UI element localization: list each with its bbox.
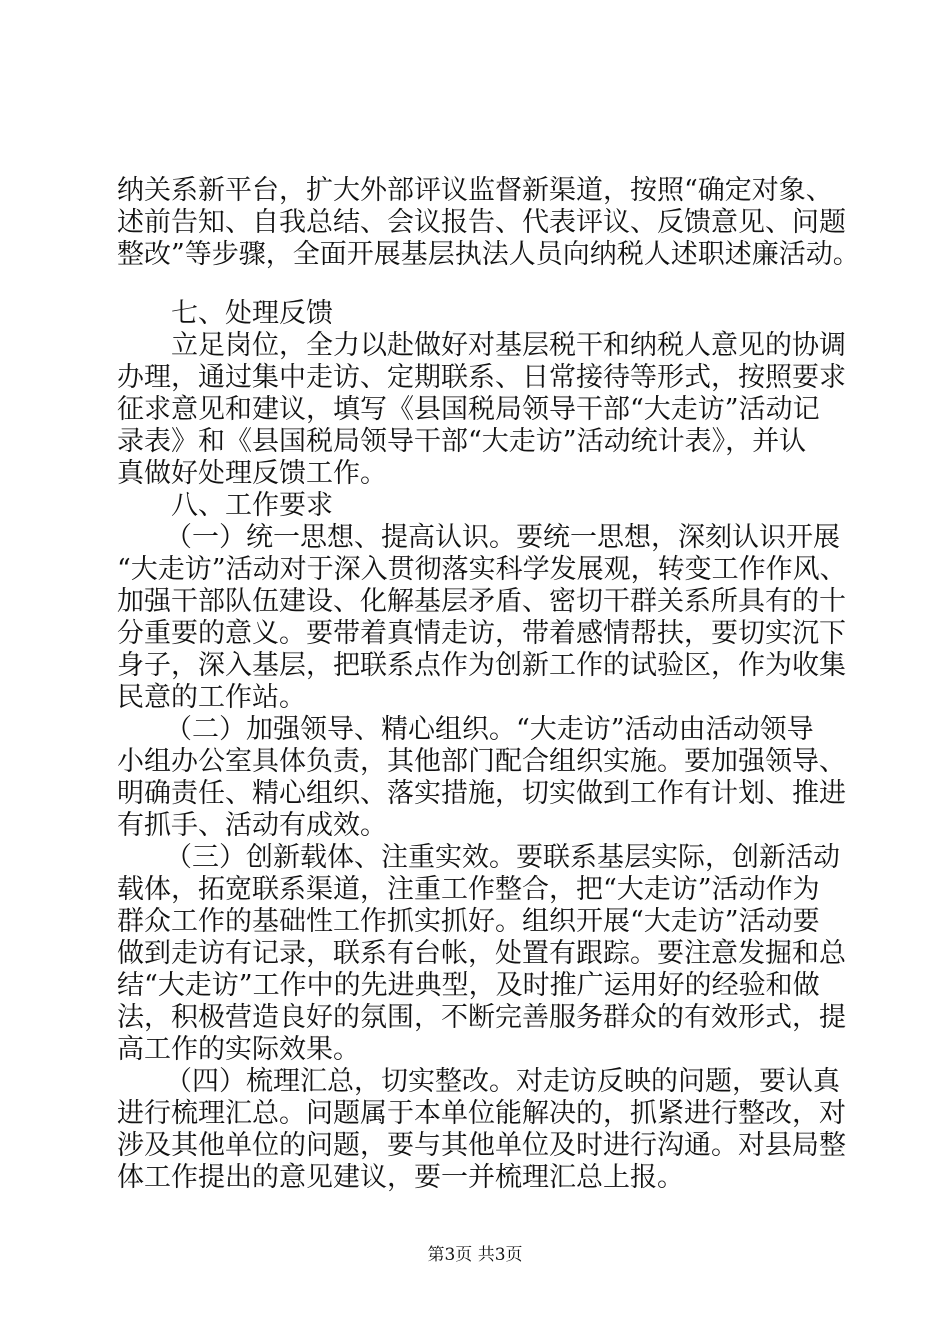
text-line: 有抓手、活动有成效。 <box>117 810 387 841</box>
text-line: 小组办公室具体负责，其他部门配合组织实施。要加强领导、 <box>117 746 846 777</box>
text-line: 加强干部队伍建设、化解基层矛盾、密切干群关系所具有的十 <box>117 586 846 617</box>
section-heading: 八、工作要求 <box>171 490 333 521</box>
text-line: 真做好处理反馈工作。 <box>117 458 387 489</box>
text-line: 述前告知、自我总结、会议报告、代表评议、反馈意见、问题 <box>117 207 846 238</box>
text-line: 群众工作的基础性工作抓实抓好。组织开展“大走访”活动要 <box>117 906 820 937</box>
text-line: 法，积极营造良好的氛围，不断完善服务群众的有效形式，提 <box>117 1002 846 1033</box>
text-line: 明确责任、精心组织、落实措施，切实做到工作有计划、推进 <box>117 778 846 809</box>
text-line: 进行梳理汇总。问题属于本单位能解决的，抓紧进行整改，对 <box>117 1098 846 1129</box>
text-line: （三）创新载体、注重实效。要联系基层实际，创新活动 <box>165 842 840 873</box>
text-line: 身子，深入基层，把联系点作为创新工作的试验区，作为收集 <box>117 650 846 681</box>
text-line: 办理，通过集中走访、定期联系、日常接待等形式，按照要求 <box>117 362 846 393</box>
text-line: 民意的工作站。 <box>117 682 306 713</box>
text-line: （一）统一思想、提高认识。要统一思想，深刻认识开展 <box>165 522 840 553</box>
text-line: 体工作提出的意见建议，要一并梳理汇总上报。 <box>117 1162 684 1193</box>
text-line: 录表》和《县国税局领导干部“大走访”活动统计表》，并认 <box>117 426 807 457</box>
text-line: （二）加强领导、精心组织。“大走访”活动由活动领导 <box>165 714 814 745</box>
text-line: （四）梳理汇总，切实整改。对走访反映的问题，要认真 <box>165 1066 840 1097</box>
text-line: “大走访”活动对于深入贯彻落实科学发展观，转变工作作风、 <box>117 554 847 585</box>
text-line: 结“大走访”工作中的先进典型，及时推广运用好的经验和做 <box>117 970 820 1001</box>
text-line: 涉及其他单位的问题，要与其他单位及时进行沟通。对县局整 <box>117 1130 846 1161</box>
page-footer: 第3页 共3页 <box>427 1245 523 1265</box>
section-heading: 七、处理反馈 <box>171 298 333 329</box>
text-line: 载体，拓宽联系渠道，注重工作整合，把“大走访”活动作为 <box>117 874 820 905</box>
text-line: 整改”等步骤，全面开展基层执法人员向纳税人述职述廉活动。 <box>117 239 860 270</box>
text-line: 分重要的意义。要带着真情走访，带着感情帮扶，要切实沉下 <box>117 618 846 649</box>
text-line: 征求意见和建议，填写《县国税局领导干部“大走访”活动记 <box>117 394 820 425</box>
text-line: 立足岗位，全力以赴做好对基层税干和纳税人意见的协调 <box>171 330 846 361</box>
text-line: 做到走访有记录，联系有台帐，处置有跟踪。要注意发掘和总 <box>117 938 846 969</box>
text-line: 高工作的实际效果。 <box>117 1034 360 1065</box>
text-line: 纳关系新平台，扩大外部评议监督新渠道，按照“确定对象、 <box>117 175 833 206</box>
